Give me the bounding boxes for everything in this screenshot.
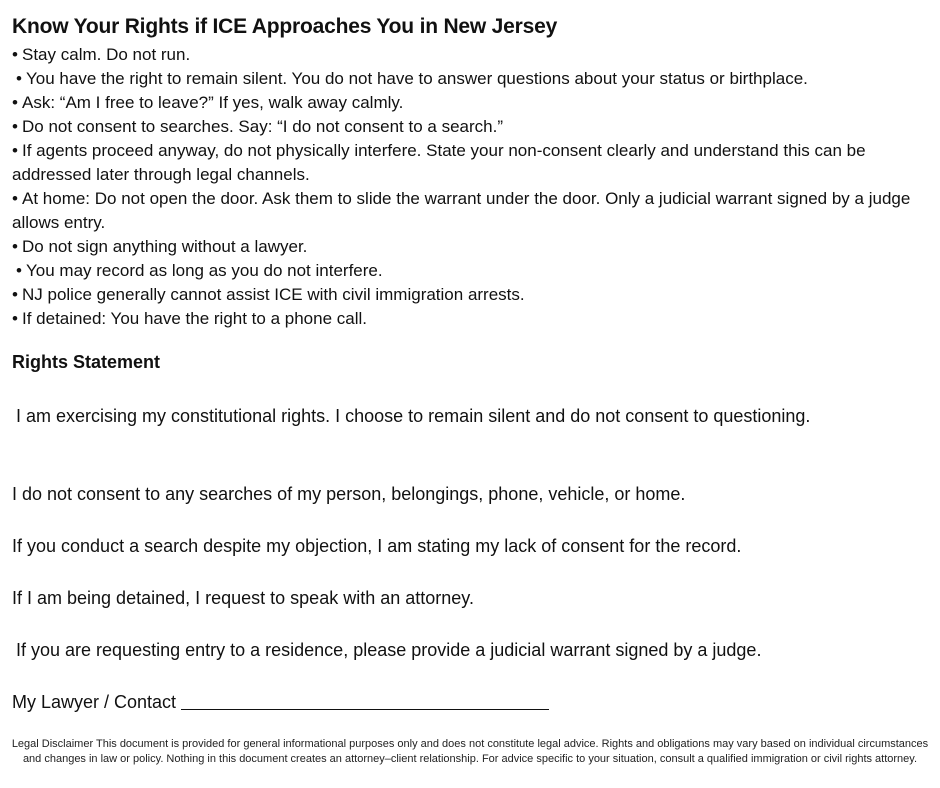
bullet-text: If detained: You have the right to a phone call. [22, 309, 367, 328]
bullet-item [12, 139, 912, 187]
bullet-text: If agents proceed anyway, do not physically interfere. State your non-consent clearly and understand this can be addressed later through legal channels. [12, 141, 866, 184]
bullet-icon: • [12, 93, 18, 112]
bullet-icon: • [12, 237, 18, 256]
bullet-text: Do not consent to searches. Say: “I do not consent to a search.” [22, 117, 503, 136]
bullet-icon: • [12, 309, 18, 328]
bullet-icon: • [12, 141, 18, 160]
bullet-item [12, 43, 912, 67]
bullet-text: Do not sign anything without a lawyer. [22, 237, 308, 256]
bullet-icon: • [12, 189, 18, 208]
bullet-item [12, 187, 912, 235]
bullet-text: You may record as long as you do not interfere. [26, 261, 383, 280]
bullet-item [12, 115, 912, 139]
bullet-text: You have the right to remain silent. You do not have to answer questions about your status or birthplace. [26, 69, 808, 88]
bullet-icon: • [12, 285, 18, 304]
bullet-icon: • [12, 117, 18, 136]
bullet-icon: • [16, 69, 22, 88]
statement-paragraph: If you conduct a search despite my objection, I am stating my lack of consent for the record. [12, 536, 742, 556]
bullet-icon: • [16, 261, 22, 280]
legal-disclaimer: Legal Disclaimer This document is provided for general informational purposes only and does not constitute legal advice. Rights and obligations may vary based on individual circumstances and changes in law or policy. Nothing in this document creates an attorney–client relationship. For advice specific to your situation, consult a qualified immigration or civil rights attorney. [11, 738, 929, 765]
statement-paragraph: If you are requesting entry to a residence, please provide a judicial warrant signed by a judge. [16, 640, 762, 660]
lawyer-contact-blank-line[interactable] [181, 691, 549, 710]
bullet-icon: • [12, 45, 18, 64]
lawyer-contact-label: My Lawyer / Contact [12, 692, 177, 712]
statement-paragraph: I am exercising my constitutional rights. I choose to remain silent and do not consent to questioning. [16, 406, 811, 426]
bullet-text: At home: Do not open the door. Ask them to slide the warrant under the door. Only a judicial warrant signed by a judge allows entry. [12, 189, 911, 232]
statement-paragraph: I do not consent to any searches of my person, belongings, phone, vehicle, or home. [12, 484, 686, 504]
bullet-text: Ask: “Am I free to leave?” If yes, walk away calmly. [22, 93, 404, 112]
statement-paragraph: If I am being detained, I request to speak with an attorney. [12, 588, 474, 608]
bullet-text: Stay calm. Do not run. [22, 45, 191, 64]
bullet-item [12, 259, 912, 283]
rights-bullet-list [12, 43, 912, 331]
lawyer-contact-row [12, 689, 549, 715]
bullet-item [12, 283, 912, 307]
document-title: Know Your Rights if ICE Approaches You in New Jersey [12, 15, 558, 38]
bullet-item [12, 235, 912, 259]
bullet-text: NJ police generally cannot assist ICE with civil immigration arrests. [22, 285, 525, 304]
bullet-item [12, 91, 912, 115]
bullet-item [12, 67, 912, 91]
rights-statement-heading: Rights Statement [12, 352, 161, 372]
bullet-item [12, 307, 912, 331]
